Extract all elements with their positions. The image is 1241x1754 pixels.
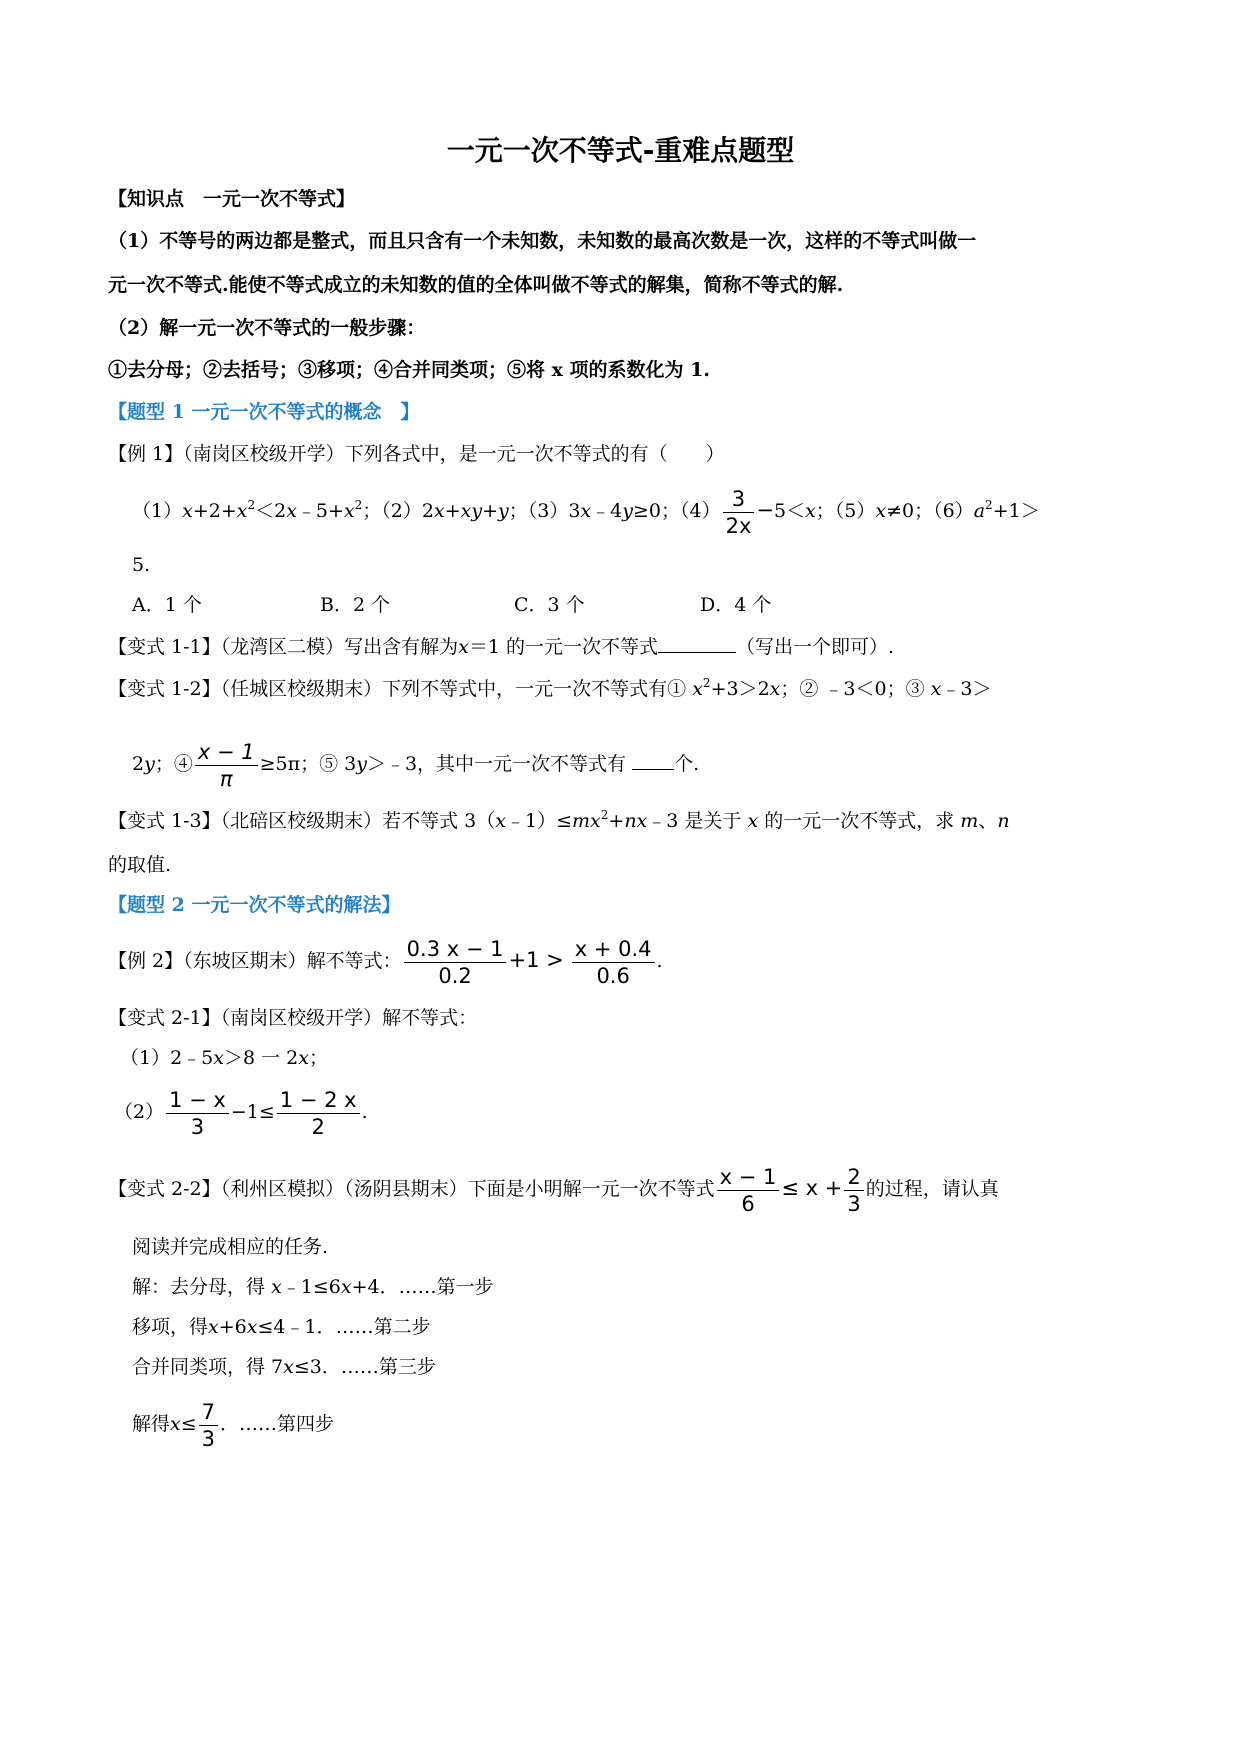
example-1-text: （南岗区校级开学）下列各式中，是一元一次不等式的有（ ） (183, 443, 725, 465)
variant-1-3-cont: 的取值. (108, 854, 172, 876)
variant-2-1-fraction-left: $\frac{1 - x}{3}$ (166, 1087, 229, 1140)
variant-1-3: 【变式 1-3】（北碚区校级期末）若不等式 $3(x﹣1)\le mx^2+nx﹣3$ 是关于 x 的一元一次不等式，求 m、n (108, 808, 1010, 832)
knowledge-paragraph-1a: （1）不等号的两边都是整式，而且只含有一个未知数，未知数的最高次数是一次，这样的不等式叫做一 (108, 230, 977, 252)
variant-1-1-label: 【变式 1-1】 (108, 636, 221, 658)
example-1 (108, 439, 725, 469)
variant-2-1-label: 【变式 2-1】 (108, 1007, 221, 1029)
variant-2-2-label: 【变式 2-2】 (108, 1178, 221, 1200)
variant-1-2: 【变式 1-2】（任城区校级期末）下列不等式中，一元一次不等式有① $x^2+3>2x$；② ﹣3＜0；③ x﹣3＞ (108, 676, 992, 700)
example-1-fraction: $\frac{3}{2x}$ (723, 486, 755, 539)
solution-step-4: 解得x≤ $\frac{7}{3}$ ．……第四步 (132, 1399, 335, 1451)
solution-step-4-fraction: $\frac{7}{3}$ (199, 1399, 218, 1452)
variant-1-2-fraction: $\frac{x - 1}{\pi}$ (195, 739, 258, 792)
example-1-option-a: A．1 个 (132, 594, 202, 616)
variant-2-2-cont: 阅读并完成相应的任务. (132, 1236, 329, 1258)
answer-blank[interactable] (658, 634, 736, 653)
solution-step-1: 解：去分母，得 x﹣1≤6x+4．……第一步 (132, 1276, 494, 1298)
variant-2-2: 【变式 2-2】（利州区模拟）（汤阴县期末）下面是小明解一元一次不等式 $\frac{x - 1}{6}$ ≤ x + $\frac{2}{3}$ 的过程，请认真 (108, 1164, 999, 1216)
variant-1-3-label: 【变式 1-3】 (108, 810, 221, 832)
example-1-expressions: $(1)x+2+x^2<2x﹣5+x^2$；（2）2x+xy+y；（3）3x﹣4y≥0；（4） $\frac{3}{2x}$ −5＜x；（5）x≠0；$(6)a^2+1>$ (132, 486, 1040, 538)
variant-2-2-fraction-left: $\frac{x - 1}{6}$ (717, 1164, 780, 1217)
example-1-option-d: D．4 个 (700, 594, 772, 616)
example-2-label: 【例 2】 (108, 950, 184, 972)
example-2: 【例 2】（东坡区期末）解不等式： $\frac{0.3 x - 1}{0.2}$ +1 > $\frac{x + 0.4}{0.6}$ . (108, 936, 663, 988)
example-1-option-c: C．3 个 (514, 594, 585, 616)
answer-blank[interactable] (632, 751, 674, 770)
page-title: 一元一次不等式-重难点题型 (446, 134, 795, 167)
variant-2-1-item-1: （1）2﹣5x＞8 一 2x； (120, 1047, 328, 1069)
variant-2-1-item-2: （2） $\frac{1 - x}{3}$ −1≤ $\frac{1 - 2 x}{2}$ . (114, 1087, 368, 1139)
example-2-fraction-left: $\frac{0.3 x - 1}{0.2}$ (404, 936, 507, 989)
type2-heading: 【题型 2 一元一次不等式的解法】 (108, 894, 401, 916)
example-1-label: 【例 1】 (108, 443, 184, 465)
knowledge-heading: 【知识点 一元一次不等式】 (108, 188, 356, 210)
type1-heading: 【题型 1 一元一次不等式的概念 】 (108, 401, 420, 423)
example-2-fraction-right: $\frac{x + 0.4}{0.6}$ (572, 936, 655, 989)
variant-1-2-cont: 2y；④ $\frac{x - 1}{\pi}$ ≥5π；⑤ 3y＞﹣3，其中一元一次不等式有 个. (132, 739, 700, 791)
variant-2-2-fraction-right: $\frac{2}{3}$ (844, 1164, 863, 1217)
solution-step-2: 移项，得x+6x≤4﹣1．……第二步 (132, 1316, 431, 1338)
knowledge-paragraph-1b: 元一次不等式.能使不等式成立的未知数的值的全体叫做不等式的解集，简称不等式的解. (108, 274, 844, 296)
variant-1-1: 【变式 1-1】（龙湾区二模）写出含有解为x＝1 的一元一次不等式 （写出一个即可）. (108, 636, 895, 658)
example-1-continuation: 5. (132, 554, 151, 576)
example-1-option-b: B．2 个 (320, 594, 391, 616)
solution-step-3: 合并同类项，得 7x≤3．……第三步 (132, 1356, 436, 1378)
knowledge-paragraph-2: （2）解一元一次不等式的一般步骤： (108, 317, 426, 339)
variant-1-2-label: 【变式 1-2】 (108, 678, 221, 700)
variant-2-1: 【变式 2-1】（南岗区校级开学）解不等式： (108, 1007, 478, 1029)
variant-2-1-fraction-right: $\frac{1 - 2 x}{2}$ (277, 1087, 360, 1140)
knowledge-steps: ①去分母；②去括号；③移项；④合并同类项；⑤将 x 项的系数化为 1. (108, 359, 711, 381)
